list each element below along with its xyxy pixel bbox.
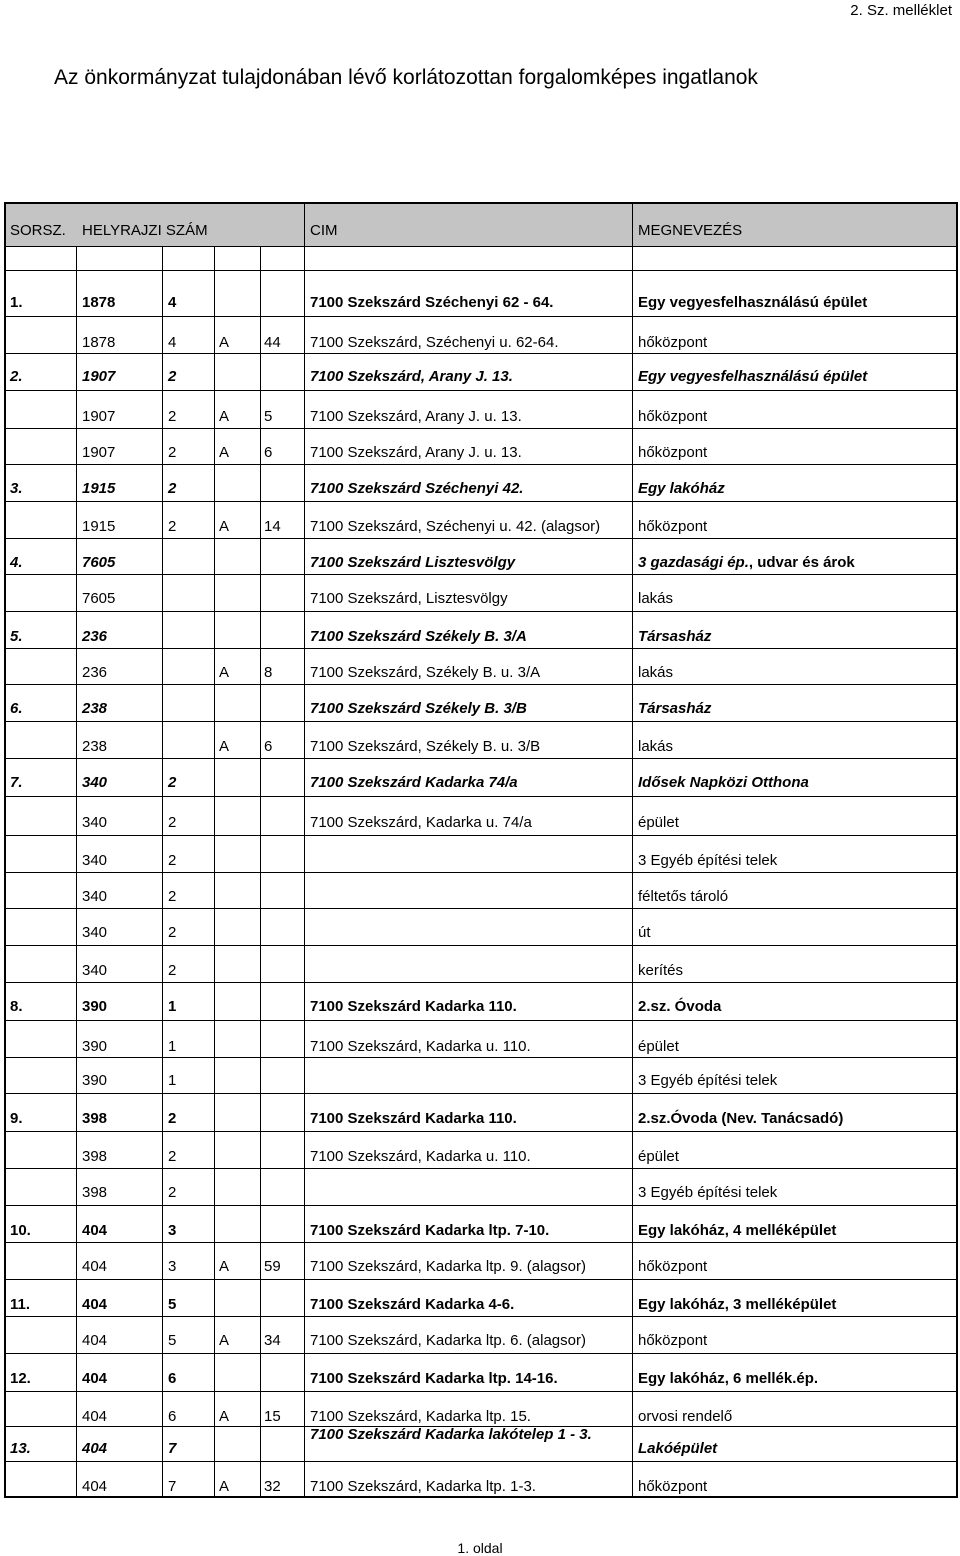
cell-hrsz-sub: 2 — [168, 888, 177, 905]
row-divider — [6, 835, 956, 836]
cell-unit: 15 — [264, 1408, 281, 1425]
cell-address: 7100 Szekszárd, Széchenyi u. 42. (alagsor) — [310, 518, 601, 535]
cell-hrsz-sub: 2 — [168, 852, 177, 869]
row-divider — [6, 464, 956, 465]
cell-hrsz-main: 404 — [82, 1332, 108, 1349]
row-divider — [6, 428, 956, 429]
cell-designation: lakás — [638, 590, 674, 607]
column-divider — [304, 204, 305, 1496]
cell-designation: hőközpont — [638, 444, 708, 461]
cell-address: 7100 Szekszárd, Lisztesvölgy — [310, 590, 508, 607]
cell-designation: épület — [638, 1038, 679, 1055]
cell-address: 7100 Szekszárd Kadarka ltp. 14-16. — [310, 1370, 558, 1387]
cell-hrsz-sub: 5 — [168, 1296, 177, 1313]
cell-hrsz-sub: 2 — [168, 480, 177, 497]
cell-designation: Egy lakóház, 6 mellék.ép. — [638, 1370, 819, 1387]
column-divider — [260, 246, 261, 1496]
cell-address: 7100 Szekszárd, Kadarka u. 110. — [310, 1148, 531, 1165]
cell-hrsz-main: 404 — [82, 1478, 108, 1495]
cell-sorsz: 13. — [10, 1440, 31, 1457]
cell-hrsz-main: 238 — [82, 738, 108, 755]
cell-building: A — [219, 1332, 230, 1349]
cell-hrsz-sub: 7 — [168, 1478, 177, 1495]
row-divider — [6, 1057, 956, 1058]
table-header — [6, 204, 956, 246]
cell-hrsz-main: 1907 — [82, 444, 116, 461]
cell-address: 7100 Szekszárd, Kadarka u. 110. — [310, 1038, 531, 1055]
row-divider — [6, 721, 956, 722]
cell-address: 7100 Szekszárd, Arany J. u. 13. — [310, 444, 522, 461]
cell-address: 7100 Szekszárd Széchenyi 42. — [310, 480, 524, 497]
cell-building: A — [219, 518, 230, 535]
row-divider — [6, 1242, 956, 1243]
cell-building: A — [219, 1258, 230, 1275]
row-divider — [6, 684, 956, 685]
cell-hrsz-main: 340 — [82, 814, 108, 831]
cell-unit: 32 — [264, 1478, 281, 1495]
cell-hrsz-main: 390 — [82, 1072, 108, 1089]
cell-hrsz-main: 340 — [82, 924, 108, 941]
cell-designation: hőközpont — [638, 518, 708, 535]
row-divider — [6, 1461, 956, 1462]
cell-unit: 34 — [264, 1332, 281, 1349]
cell-hrsz-sub: 6 — [168, 1370, 177, 1387]
cell-designation: út — [638, 924, 651, 941]
header-hrsz: HELYRAJZI SZÁM — [82, 222, 208, 239]
cell-hrsz-main: 1915 — [82, 480, 116, 497]
header-sorsz: SORSZ. — [10, 222, 66, 239]
cell-hrsz-main: 398 — [82, 1148, 108, 1165]
cell-address: 7100 Szekszárd, Székely B. u. 3/A — [310, 664, 541, 681]
cell-unit: 6 — [264, 738, 273, 755]
cell-designation-suffix: , udvar és árok — [748, 554, 855, 571]
cell-unit: 59 — [264, 1258, 281, 1275]
row-divider — [6, 501, 956, 502]
cell-designation: Egy lakóház — [638, 480, 725, 497]
cell-hrsz-main: 404 — [82, 1440, 108, 1457]
cell-designation: Idősek Napközi Otthona — [638, 774, 809, 791]
cell-address: 7100 Szekszárd, Kadarka u. 74/a — [310, 814, 532, 831]
row-divider — [6, 1131, 956, 1132]
cell-hrsz-sub: 5 — [168, 1332, 177, 1349]
cell-designation: Társasház — [638, 628, 712, 645]
cell-designation: hőközpont — [638, 334, 708, 351]
cell-designation: lakás — [638, 664, 674, 681]
column-divider — [214, 246, 215, 1496]
cell-hrsz-main: 1907 — [82, 408, 116, 425]
cell-building: A — [219, 738, 230, 755]
cell-hrsz-main: 340 — [82, 888, 108, 905]
cell-designation: Egy lakóház, 3 melléképület — [638, 1296, 837, 1313]
row-divider — [6, 390, 956, 391]
cell-hrsz-sub: 4 — [168, 334, 177, 351]
cell-designation: Egy lakóház, 4 melléképület — [638, 1222, 837, 1239]
row-divider — [6, 1093, 956, 1094]
row-divider — [6, 1391, 956, 1392]
cell-sorsz: 7. — [10, 774, 23, 791]
row-divider — [6, 538, 956, 539]
row-divider — [6, 796, 956, 797]
cell-hrsz-main: 404 — [82, 1222, 108, 1239]
cell-designation: 2.sz. Óvoda — [638, 998, 722, 1015]
cell-sorsz: 6. — [10, 700, 23, 717]
row-divider — [6, 872, 956, 873]
cell-hrsz-sub: 2 — [168, 924, 177, 941]
row-divider — [6, 574, 956, 575]
cell-address: 7100 Szekszárd Kadarka 110. — [310, 998, 517, 1015]
cell-hrsz-sub: 4 — [168, 294, 177, 311]
cell-hrsz-sub: 2 — [168, 774, 177, 791]
cell-address: 7100 Szekszárd Kadarka ltp. 7-10. — [310, 1222, 550, 1239]
cell-building: A — [219, 1408, 230, 1425]
cell-sorsz: 1. — [10, 294, 23, 311]
row-divider — [6, 611, 956, 612]
cell-hrsz-main: 404 — [82, 1296, 108, 1313]
cell-hrsz-main: 1878 — [82, 334, 116, 351]
cell-building: A — [219, 334, 230, 351]
cell-hrsz-main: 390 — [82, 998, 108, 1015]
cell-designation: hőközpont — [638, 1332, 708, 1349]
cell-sorsz: 11. — [10, 1296, 31, 1313]
cell-hrsz-main: 1915 — [82, 518, 116, 535]
column-divider — [76, 246, 77, 1496]
cell-hrsz-main: 1907 — [82, 368, 116, 385]
cell-sorsz: 10. — [10, 1222, 31, 1239]
row-divider — [6, 908, 956, 909]
cell-hrsz-sub: 2 — [168, 408, 177, 425]
row-divider — [6, 353, 956, 354]
cell-designation: Lakóépület — [638, 1440, 718, 1457]
cell-address: 7100 Szekszárd Székely B. 3/A — [310, 628, 527, 645]
cell-hrsz-sub: 3 — [168, 1222, 177, 1239]
page-title: Az önkormányzat tulajdonában lévő korlátozottan forgalomképes ingatlanok — [54, 66, 758, 89]
property-table — [4, 202, 958, 1498]
cell-designation: épület — [638, 814, 679, 831]
cell-designation: 3 Egyéb építési telek — [638, 1072, 778, 1089]
cell-designation: 3 Egyéb építési telek — [638, 1184, 778, 1201]
cell-hrsz-main: 7605 — [82, 554, 116, 571]
cell-hrsz-sub: 2 — [168, 1148, 177, 1165]
cell-hrsz-main: 398 — [82, 1110, 108, 1127]
cell-designation: hőközpont — [638, 408, 708, 425]
cell-address: 7100 Szekszárd Kadarka 74/a — [310, 774, 518, 791]
row-divider — [6, 270, 956, 271]
cell-unit: 14 — [264, 518, 281, 535]
row-divider — [6, 1353, 956, 1354]
cell-hrsz-main: 340 — [82, 852, 108, 869]
cell-unit: 8 — [264, 664, 273, 681]
cell-address: 7100 Szekszárd Kadarka lakótelep 1 - 3. — [310, 1426, 592, 1443]
cell-hrsz-sub: 2 — [168, 444, 177, 461]
cell-building: A — [219, 664, 230, 681]
row-divider — [6, 246, 956, 247]
cell-hrsz-main: 390 — [82, 1038, 108, 1055]
cell-hrsz-main: 236 — [82, 664, 108, 681]
cell-hrsz-main: 236 — [82, 628, 108, 645]
cell-designation: hőközpont — [638, 1258, 708, 1275]
row-divider — [6, 1316, 956, 1317]
cell-address: 7100 Szekszárd Kadarka 110. — [310, 1110, 517, 1127]
row-divider — [6, 1020, 956, 1021]
cell-address: 7100 Szekszárd Székely B. 3/B — [310, 700, 527, 717]
cell-designation: lakás — [638, 738, 674, 755]
cell-designation: Társasház — [638, 700, 712, 717]
row-divider — [6, 982, 956, 983]
cell-designation: Egy vegyesfelhasználású épület — [638, 294, 868, 311]
cell-hrsz-sub: 2 — [168, 814, 177, 831]
cell-sorsz: 12. — [10, 1370, 31, 1387]
cell-address: 7100 Szekszárd, Kadarka ltp. 6. (alagsor) — [310, 1332, 586, 1349]
header-cim: CIM — [310, 222, 338, 239]
cell-sorsz: 9. — [10, 1110, 23, 1127]
cell-hrsz-main: 340 — [82, 962, 108, 979]
cell-building: A — [219, 1478, 230, 1495]
header-megnevezes: MEGNEVEZÉS — [638, 222, 743, 239]
cell-hrsz-main: 398 — [82, 1184, 108, 1201]
annex-label: 2. Sz. melléklet — [850, 2, 952, 19]
cell-address: 7100 Szekszárd Lisztesvölgy — [310, 554, 516, 571]
cell-hrsz-sub: 2 — [168, 368, 177, 385]
cell-hrsz-main: 404 — [82, 1370, 108, 1387]
column-divider — [162, 246, 163, 1496]
cell-sorsz: 3. — [10, 480, 23, 497]
cell-unit: 44 — [264, 334, 281, 351]
cell-address: 7100 Szekszárd, Székely B. u. 3/B — [310, 738, 541, 755]
cell-address: 7100 Szekszárd, Kadarka ltp. 9. (alagsor) — [310, 1258, 586, 1275]
cell-hrsz-sub: 3 — [168, 1258, 177, 1275]
cell-hrsz-sub: 1 — [168, 998, 177, 1015]
cell-unit: 5 — [264, 408, 273, 425]
cell-building: A — [219, 408, 230, 425]
cell-hrsz-sub: 2 — [168, 962, 177, 979]
row-divider — [6, 758, 956, 759]
cell-designation: orvosi rendelő — [638, 1408, 733, 1425]
cell-address: 7100 Szekszárd, Kadarka ltp. 1-3. — [310, 1478, 536, 1495]
cell-hrsz-sub: 2 — [168, 1110, 177, 1127]
cell-designation: 3 gazdasági ép., udvar és árok — [638, 554, 855, 571]
cell-hrsz-main: 7605 — [82, 590, 116, 607]
cell-hrsz-main: 404 — [82, 1258, 108, 1275]
row-divider — [6, 1279, 956, 1280]
cell-designation: féltetős tároló — [638, 888, 729, 905]
cell-hrsz-sub: 1 — [168, 1038, 177, 1055]
cell-designation: épület — [638, 1148, 679, 1165]
cell-address: 7100 Szekszárd, Széchenyi u. 62-64. — [310, 334, 559, 351]
cell-designation: 2.sz.Óvoda (Nev. Tanácsadó) — [638, 1110, 844, 1127]
cell-hrsz-main: 238 — [82, 700, 108, 717]
cell-address: 7100 Szekszárd, Kadarka ltp. 15. — [310, 1408, 531, 1425]
cell-hrsz-sub: 6 — [168, 1408, 177, 1425]
page-number: 1. oldal — [457, 1540, 503, 1556]
row-divider — [6, 648, 956, 649]
cell-designation: hőközpont — [638, 1478, 708, 1495]
cell-sorsz: 4. — [10, 554, 23, 571]
row-divider — [6, 1205, 956, 1206]
cell-designation: 3 Egyéb építési telek — [638, 852, 778, 869]
cell-designation: kerítés — [638, 962, 684, 979]
cell-hrsz-sub: 2 — [168, 518, 177, 535]
cell-address: 7100 Szekszárd, Arany J. u. 13. — [310, 408, 522, 425]
cell-hrsz-sub: 7 — [168, 1440, 177, 1457]
cell-hrsz-main: 404 — [82, 1408, 108, 1425]
cell-hrsz-sub: 1 — [168, 1072, 177, 1089]
cell-sorsz: 8. — [10, 998, 23, 1015]
row-divider — [6, 316, 956, 317]
cell-address: 7100 Szekszárd Kadarka 4-6. — [310, 1296, 515, 1313]
cell-sorsz: 2. — [10, 368, 23, 385]
cell-address: 7100 Szekszárd Széchenyi 62 - 64. — [310, 294, 554, 311]
cell-sorsz: 5. — [10, 628, 23, 645]
cell-designation: Egy vegyesfelhasználású épület — [638, 368, 868, 385]
cell-hrsz-sub: 2 — [168, 1184, 177, 1201]
column-divider — [632, 204, 633, 1496]
cell-building: A — [219, 444, 230, 461]
cell-hrsz-main: 1878 — [82, 294, 116, 311]
cell-unit: 6 — [264, 444, 273, 461]
row-divider — [6, 1168, 956, 1169]
cell-hrsz-main: 340 — [82, 774, 108, 791]
cell-address: 7100 Szekszárd, Arany J. 13. — [310, 368, 513, 385]
row-divider — [6, 945, 956, 946]
